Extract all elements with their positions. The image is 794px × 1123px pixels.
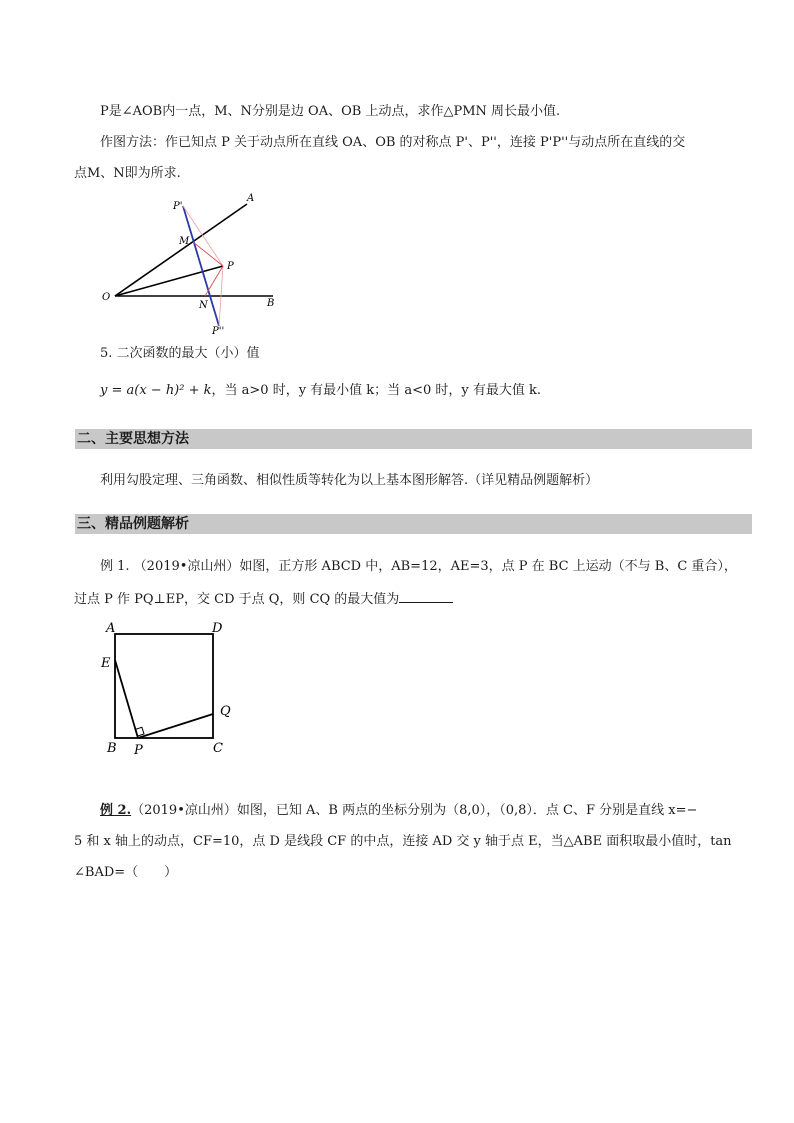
segment-pq (138, 714, 213, 738)
geom-line-3: 点M、N即为所求. (74, 166, 181, 181)
geom-line-2: 作图方法：作已知点 P 关于动点所在直线 OA、OB 的对称点 P'、P''，连接 P'P''与动点所在直线的交 (100, 135, 686, 150)
answer-blank (399, 590, 453, 603)
square-abcd (115, 634, 213, 738)
item5-line (100, 382, 760, 400)
example2-line-2: 5 和 x 轴上的动点，CF=10，点 D 是线段 CF 的中点，连接 AD 交 y 轴于点 E，当△ABE 面积取最小值时，tan (74, 834, 732, 849)
geom-line-1: P是∠AOB内一点，M、N分别是边 OA、OB 上动点，求作△PMN 周长最小值. (100, 104, 561, 119)
example1-line-2: 过点 P 作 PQ⊥EP，交 CD 于点 Q，则 CQ 的最大值为 (74, 590, 734, 609)
section-heading-methods: 二、主要思想方法 (75, 429, 752, 449)
label-p-prime: P' (173, 201, 183, 212)
label-a: A (247, 193, 255, 204)
label-d: D (212, 621, 223, 636)
segment-ep (115, 660, 138, 738)
section-heading-examples: 三、精品例题解析 (75, 514, 752, 534)
quadratic-formula: y = a(x − h)² + k (100, 383, 212, 398)
label-p: P (134, 743, 143, 756)
method-text: 利用勾股定理、三角函数、相似性质等转化为以上基本图形解答.（详见精品例题解析） (100, 473, 599, 488)
label-n: N (199, 300, 208, 311)
example2-label: 例 2. (100, 803, 132, 818)
label-p: P (227, 261, 234, 272)
square-figure (98, 616, 243, 756)
label-b: B (267, 298, 275, 309)
label-p-double-prime: P'' (212, 326, 225, 337)
example1-line-1: 例 1. （2019•凉山州）如图，正方形 ABCD 中，AB=12，AE=3，点 P 在 BC 上运动（不与 B、C 重合）， (100, 559, 737, 574)
label-b: B (107, 741, 117, 756)
label-o: O (102, 292, 111, 303)
example2-line-3: ∠BAD=（ ） (74, 865, 178, 880)
label-c: C (213, 741, 223, 756)
example2-line-1: 例 2.（2019•凉山州）如图，已知 A、B 两点的坐标分别为（8,0），（0,8）．点 C、F 分别是直线 x=− (100, 803, 698, 818)
label-m: M (179, 236, 190, 247)
item5-text: ，当 a>0 时，y 有最小值 k；当 a<0 时，y 有最大值 k. (211, 383, 541, 398)
label-q: Q (220, 704, 231, 719)
item5-title: 5. 二次函数的最大（小）值 (100, 346, 260, 361)
label-e: E (101, 656, 111, 671)
segment-op (115, 266, 223, 296)
ray-oa (115, 204, 247, 296)
label-a: A (106, 621, 116, 636)
reflection-figure (95, 190, 295, 340)
